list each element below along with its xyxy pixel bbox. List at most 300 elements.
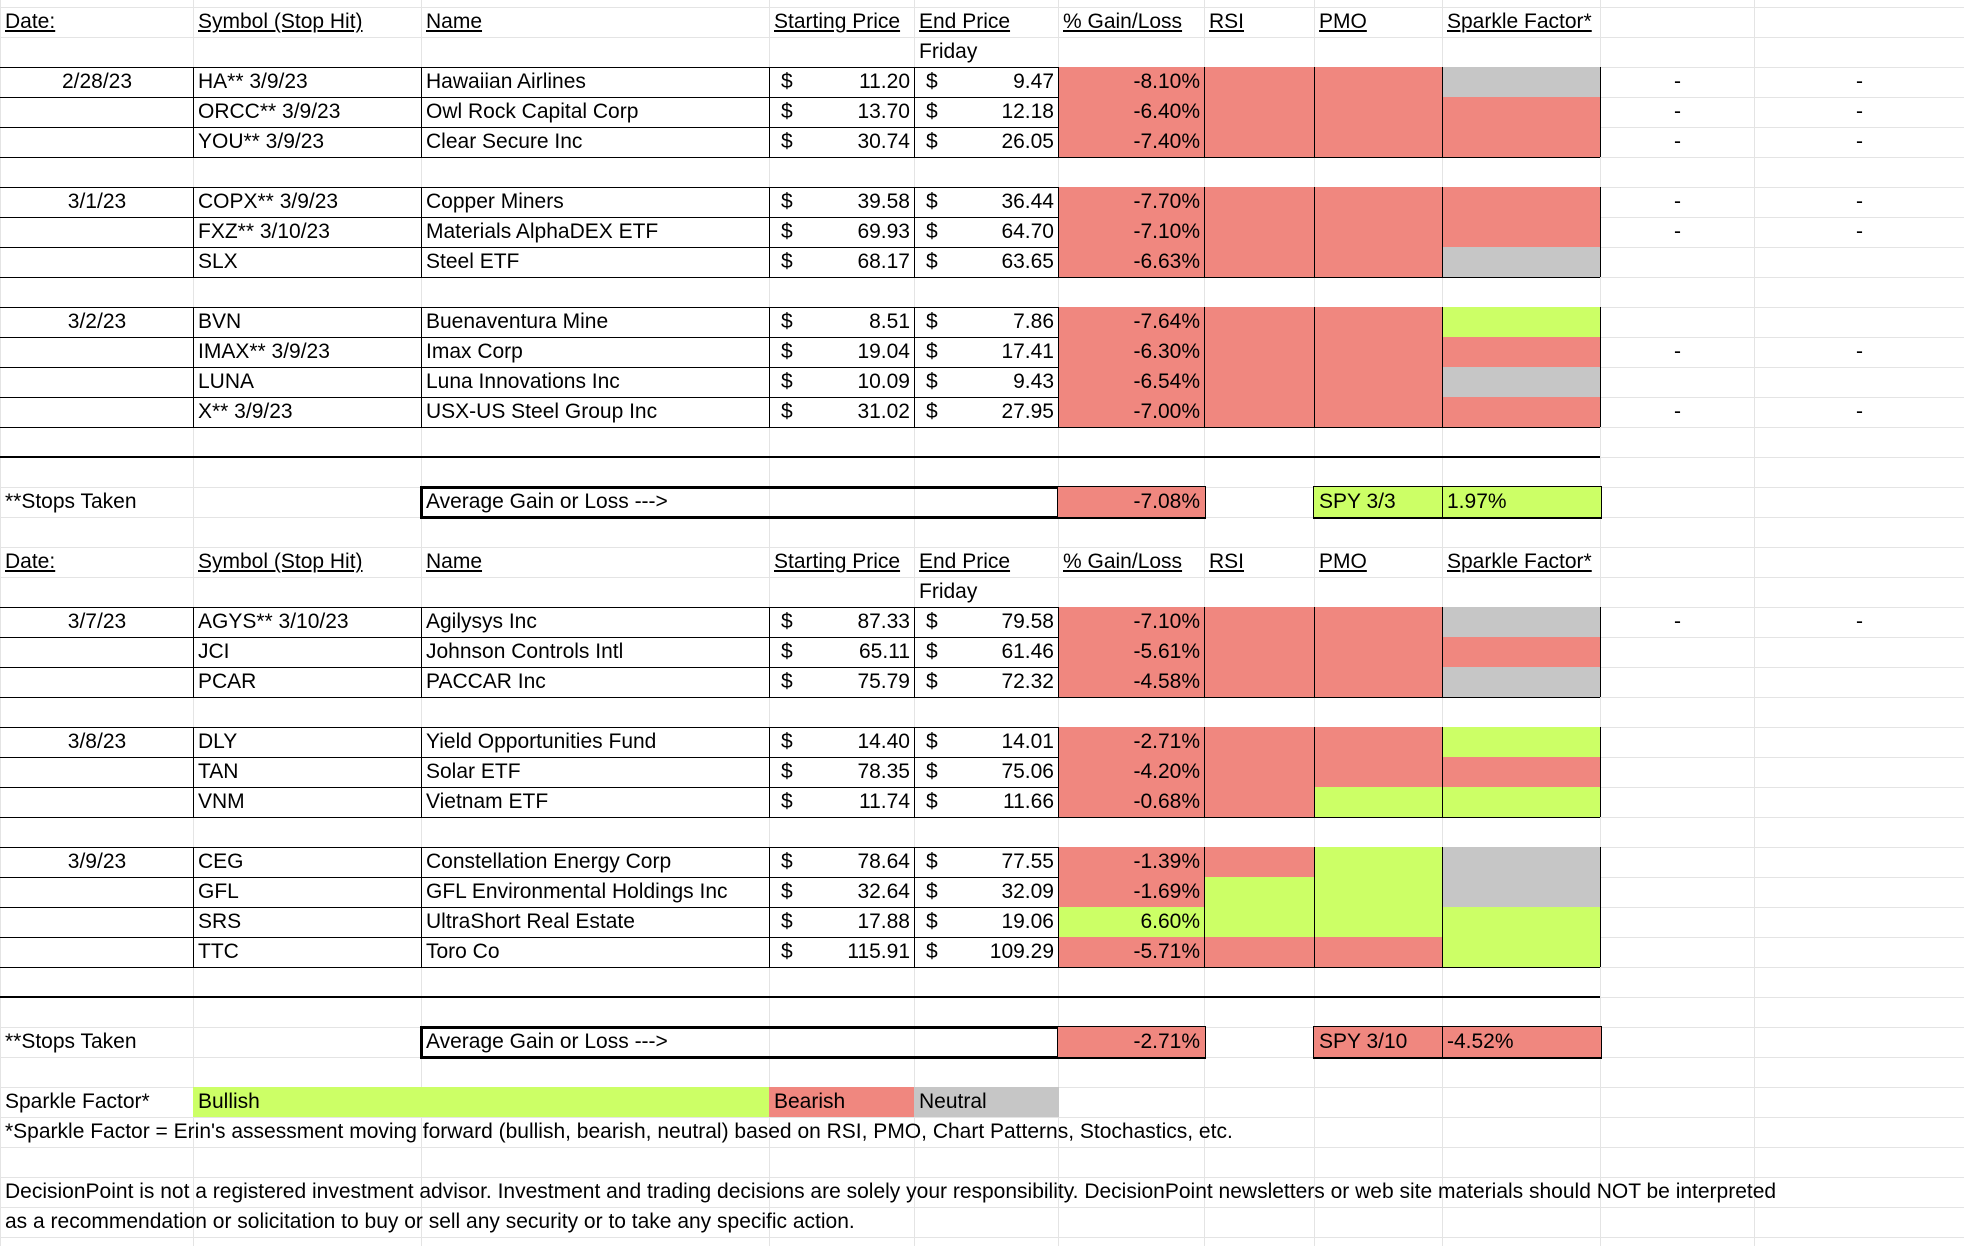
symbol-cell[interactable]: ORCC** 3/9/23: [198, 100, 341, 123]
stop-marker[interactable]: [1754, 907, 1964, 937]
name-cell[interactable]: Copper Miners: [426, 190, 564, 213]
starting-price-cell[interactable]: 68.17: [857, 250, 910, 273]
stop-marker[interactable]: [1600, 907, 1755, 937]
end-price-cell[interactable]: 12.18: [1001, 100, 1054, 123]
currency-symbol[interactable]: $: [781, 100, 793, 123]
pmo-status-cell[interactable]: [1314, 667, 1443, 697]
symbol-cell[interactable]: AGYS** 3/10/23: [198, 610, 349, 633]
end-price-cell[interactable]: 17.41: [1001, 340, 1054, 363]
currency-symbol[interactable]: $: [926, 910, 938, 933]
name-cell[interactable]: Imax Corp: [426, 340, 523, 363]
gain-loss-cell[interactable]: -5.61%: [1058, 637, 1205, 667]
pmo-status-cell[interactable]: [1314, 907, 1443, 937]
name-cell[interactable]: Materials AlphaDEX ETF: [426, 220, 659, 243]
currency-symbol[interactable]: $: [926, 250, 938, 273]
currency-symbol[interactable]: $: [926, 70, 938, 93]
stop-marker[interactable]: [1600, 757, 1755, 787]
currency-symbol[interactable]: $: [781, 910, 793, 933]
starting-price-cell[interactable]: 32.64: [857, 880, 910, 903]
stop-marker[interactable]: -: [1674, 340, 1681, 363]
gain-loss-cell[interactable]: -0.68%: [1058, 787, 1205, 817]
pmo-status-cell[interactable]: [1314, 247, 1443, 277]
pmo-status-cell[interactable]: [1314, 97, 1443, 127]
sparkle-status-cell[interactable]: [1442, 67, 1601, 97]
currency-symbol[interactable]: $: [926, 790, 938, 813]
currency-symbol[interactable]: $: [926, 760, 938, 783]
header-symbol[interactable]: Symbol (Stop Hit): [198, 550, 363, 573]
symbol-cell[interactable]: IMAX** 3/9/23: [198, 340, 330, 363]
disclaimer-line-2[interactable]: as a recommendation or solicitation to buy or sell any security or to take any specific action.: [5, 1210, 855, 1233]
table-border: [769, 727, 770, 817]
stop-marker[interactable]: -: [1674, 400, 1681, 423]
currency-symbol[interactable]: $: [926, 310, 938, 333]
symbol-cell[interactable]: BVN: [198, 310, 242, 333]
table-border: [0, 697, 1600, 698]
group-date[interactable]: 3/1/23: [67, 190, 127, 213]
header-gain-loss[interactable]: % Gain/Loss: [1063, 10, 1183, 33]
end-price-cell[interactable]: 14.01: [1001, 730, 1054, 753]
rsi-status-cell[interactable]: [1204, 907, 1315, 937]
sparkle-status-cell[interactable]: [1442, 607, 1601, 637]
stops-taken-label[interactable]: **Stops Taken: [5, 490, 137, 513]
symbol-cell[interactable]: JCI: [198, 640, 230, 663]
header-date[interactable]: Date:: [5, 10, 56, 33]
gain-loss-cell[interactable]: -4.58%: [1058, 667, 1205, 697]
end-price-cell[interactable]: 64.70: [1001, 220, 1054, 243]
rsi-status-cell[interactable]: [1204, 217, 1315, 247]
currency-symbol[interactable]: $: [781, 850, 793, 873]
stop-marker[interactable]: [1754, 937, 1964, 967]
stop-marker[interactable]: [1600, 847, 1755, 877]
currency-symbol[interactable]: $: [926, 940, 938, 963]
currency-symbol[interactable]: $: [781, 70, 793, 93]
rsi-status-cell[interactable]: [1204, 247, 1315, 277]
currency-symbol[interactable]: $: [781, 130, 793, 153]
header-name[interactable]: Name: [426, 10, 483, 33]
symbol-cell[interactable]: DLY: [198, 730, 238, 753]
currency-symbol[interactable]: $: [781, 760, 793, 783]
stop-marker[interactable]: [1754, 367, 1964, 397]
starting-price-cell[interactable]: 39.58: [857, 190, 910, 213]
stop-marker[interactable]: -: [1856, 340, 1863, 363]
gain-loss-cell[interactable]: -6.63%: [1058, 247, 1205, 277]
table-border: [1600, 67, 1601, 157]
currency-symbol[interactable]: $: [926, 640, 938, 663]
pmo-status-cell[interactable]: [1314, 367, 1443, 397]
table-border: [1204, 187, 1205, 277]
stop-marker[interactable]: [1754, 787, 1964, 817]
legend-title[interactable]: Sparkle Factor*: [5, 1090, 150, 1113]
starting-price-cell[interactable]: 87.33: [857, 610, 910, 633]
rsi-status-cell[interactable]: [1204, 877, 1315, 907]
currency-symbol[interactable]: $: [926, 610, 938, 633]
currency-symbol[interactable]: $: [926, 340, 938, 363]
stop-marker[interactable]: -: [1674, 220, 1681, 243]
spy-label[interactable]: SPY 3/10: [1314, 1027, 1443, 1057]
pmo-status-cell[interactable]: [1314, 637, 1443, 667]
header-starting-price[interactable]: Starting Price: [774, 10, 901, 33]
name-cell[interactable]: Owl Rock Capital Corp: [426, 100, 639, 123]
gain-loss-cell[interactable]: -7.40%: [1058, 127, 1205, 157]
currency-symbol[interactable]: $: [781, 940, 793, 963]
stop-marker[interactable]: -: [1856, 400, 1863, 423]
rsi-status-cell[interactable]: [1204, 667, 1315, 697]
symbol-cell[interactable]: YOU** 3/9/23: [198, 130, 325, 153]
sparkle-status-cell[interactable]: [1442, 667, 1601, 697]
currency-symbol[interactable]: $: [781, 400, 793, 423]
stop-marker[interactable]: [1600, 937, 1755, 967]
sparkle-status-cell[interactable]: [1442, 787, 1601, 817]
gain-loss-cell[interactable]: -7.00%: [1058, 397, 1205, 427]
table-border: [1600, 727, 1601, 817]
end-price-cell[interactable]: 36.44: [1001, 190, 1054, 213]
symbol-cell[interactable]: FXZ** 3/10/23: [198, 220, 330, 243]
end-price-cell[interactable]: 32.09: [1001, 880, 1054, 903]
rsi-status-cell[interactable]: [1204, 787, 1315, 817]
end-price-cell[interactable]: 79.58: [1001, 610, 1054, 633]
end-price-cell[interactable]: 77.55: [1001, 850, 1054, 873]
currency-symbol[interactable]: $: [781, 220, 793, 243]
group-date[interactable]: 3/9/23: [67, 850, 127, 873]
rsi-status-cell[interactable]: [1204, 127, 1315, 157]
starting-price-cell[interactable]: 11.20: [859, 70, 910, 93]
pmo-status-cell[interactable]: [1314, 937, 1443, 967]
header-end-price[interactable]: End Price: [919, 10, 1011, 33]
average-gain-value[interactable]: -7.08%: [1058, 487, 1205, 517]
currency-symbol[interactable]: $: [781, 190, 793, 213]
header-date[interactable]: Date:: [5, 550, 56, 573]
header-friday[interactable]: Friday: [919, 580, 978, 603]
end-price-cell[interactable]: 19.06: [1001, 910, 1054, 933]
pmo-status-cell[interactable]: [1314, 787, 1443, 817]
spy-value[interactable]: -4.52%: [1442, 1027, 1601, 1057]
name-cell[interactable]: Constellation Energy Corp: [426, 850, 672, 873]
name-cell[interactable]: Yield Opportunities Fund: [426, 730, 657, 753]
name-cell[interactable]: Johnson Controls Intl: [426, 640, 624, 663]
name-cell[interactable]: Hawaiian Airlines: [426, 70, 586, 93]
stop-marker[interactable]: [1754, 877, 1964, 907]
name-cell[interactable]: UltraShort Real Estate: [426, 910, 635, 933]
starting-price-cell[interactable]: 19.04: [857, 340, 910, 363]
sparkle-status-cell[interactable]: [1442, 217, 1601, 247]
average-gain-label[interactable]: Average Gain or Loss --->: [426, 1030, 668, 1053]
currency-symbol[interactable]: $: [926, 880, 938, 903]
rsi-status-cell[interactable]: [1204, 337, 1315, 367]
pmo-status-cell[interactable]: [1314, 607, 1443, 637]
currency-symbol[interactable]: $: [781, 730, 793, 753]
header-rsi[interactable]: RSI: [1209, 10, 1245, 33]
end-price-cell[interactable]: 9.47: [1013, 70, 1054, 93]
end-price-cell[interactable]: 26.05: [1001, 130, 1054, 153]
rsi-status-cell[interactable]: [1204, 637, 1315, 667]
table-border: [1442, 487, 1443, 517]
starting-price-cell[interactable]: 69.93: [857, 220, 910, 243]
name-cell[interactable]: PACCAR Inc: [426, 670, 546, 693]
stop-marker[interactable]: -: [1674, 610, 1681, 633]
stop-marker[interactable]: [1754, 247, 1964, 277]
end-price-cell[interactable]: 11.66: [1003, 790, 1054, 813]
average-gain-label[interactable]: Average Gain or Loss --->: [426, 490, 668, 513]
end-price-cell[interactable]: 27.95: [1001, 400, 1054, 423]
average-gain-value[interactable]: -2.71%: [1058, 1027, 1205, 1057]
starting-price-cell[interactable]: 14.40: [857, 730, 910, 753]
gain-loss-cell[interactable]: -6.54%: [1058, 367, 1205, 397]
symbol-cell[interactable]: TTC: [198, 940, 239, 963]
header-rsi[interactable]: RSI: [1209, 550, 1245, 573]
spy-label[interactable]: SPY 3/3: [1314, 487, 1443, 517]
symbol-cell[interactable]: CEG: [198, 850, 244, 873]
currency-symbol[interactable]: $: [926, 850, 938, 873]
symbol-cell[interactable]: COPX** 3/9/23: [198, 190, 339, 213]
currency-symbol[interactable]: $: [781, 880, 793, 903]
stop-marker[interactable]: [1754, 847, 1964, 877]
table-border: [1314, 67, 1315, 157]
table-border: [193, 847, 194, 967]
pmo-status-cell[interactable]: [1314, 187, 1443, 217]
group-date[interactable]: 3/2/23: [67, 310, 127, 333]
gain-loss-cell[interactable]: -1.69%: [1058, 877, 1205, 907]
stop-marker[interactable]: -: [1856, 100, 1863, 123]
sparkle-status-cell[interactable]: [1442, 847, 1601, 877]
table-border: [1600, 307, 1601, 427]
currency-symbol[interactable]: $: [926, 130, 938, 153]
currency-symbol[interactable]: $: [926, 190, 938, 213]
sparkle-status-cell[interactable]: [1442, 937, 1601, 967]
pmo-status-cell[interactable]: [1314, 307, 1443, 337]
group-date[interactable]: 2/28/23: [61, 70, 133, 93]
pmo-status-cell[interactable]: [1314, 337, 1443, 367]
currency-symbol[interactable]: $: [926, 730, 938, 753]
stop-marker[interactable]: -: [1856, 610, 1863, 633]
currency-symbol[interactable]: $: [926, 400, 938, 423]
currency-symbol[interactable]: $: [781, 790, 793, 813]
header-symbol[interactable]: Symbol (Stop Hit): [198, 10, 363, 33]
symbol-cell[interactable]: GFL: [198, 880, 239, 903]
gain-loss-cell[interactable]: -7.10%: [1058, 607, 1205, 637]
stop-marker[interactable]: [1754, 727, 1964, 757]
symbol-cell[interactable]: SRS: [198, 910, 242, 933]
starting-price-cell[interactable]: 11.74: [859, 790, 910, 813]
rsi-status-cell[interactable]: [1204, 367, 1315, 397]
gain-loss-cell[interactable]: -7.64%: [1058, 307, 1205, 337]
end-price-cell[interactable]: 9.43: [1013, 370, 1054, 393]
name-cell[interactable]: USX-US Steel Group Inc: [426, 400, 658, 423]
stop-marker[interactable]: [1600, 637, 1755, 667]
table-border: [1314, 307, 1315, 427]
currency-symbol[interactable]: $: [781, 670, 793, 693]
name-cell[interactable]: Solar ETF: [426, 760, 521, 783]
starting-price-cell[interactable]: 8.51: [869, 310, 910, 333]
starting-price-cell[interactable]: 65.11: [859, 640, 910, 663]
header-sparkle-factor[interactable]: Sparkle Factor*: [1447, 550, 1592, 573]
symbol-cell[interactable]: SLX: [198, 250, 238, 273]
pmo-status-cell[interactable]: [1314, 847, 1443, 877]
symbol-cell[interactable]: VNM: [198, 790, 245, 813]
stop-marker[interactable]: [1600, 787, 1755, 817]
name-cell[interactable]: Vietnam ETF: [426, 790, 549, 813]
gain-loss-cell[interactable]: -7.70%: [1058, 187, 1205, 217]
currency-symbol[interactable]: $: [926, 220, 938, 243]
name-cell[interactable]: Buenaventura Mine: [426, 310, 609, 333]
currency-symbol[interactable]: $: [781, 340, 793, 363]
symbol-cell[interactable]: PCAR: [198, 670, 257, 693]
gain-loss-cell[interactable]: 6.60%: [1058, 907, 1205, 937]
sparkle-status-cell[interactable]: [1442, 187, 1601, 217]
sparkle-status-cell[interactable]: [1442, 127, 1601, 157]
header-friday[interactable]: Friday: [919, 40, 978, 63]
currency-symbol[interactable]: $: [926, 370, 938, 393]
gain-loss-cell[interactable]: -5.71%: [1058, 937, 1205, 967]
sparkle-status-cell[interactable]: [1442, 877, 1601, 907]
rsi-status-cell[interactable]: [1204, 67, 1315, 97]
pmo-status-cell[interactable]: [1314, 217, 1443, 247]
starting-price-cell[interactable]: 78.64: [857, 850, 910, 873]
legend-neutral[interactable]: Neutral: [914, 1087, 1059, 1117]
currency-symbol[interactable]: $: [781, 640, 793, 663]
rsi-status-cell[interactable]: [1204, 97, 1315, 127]
stop-marker[interactable]: [1600, 367, 1755, 397]
stop-marker[interactable]: [1754, 757, 1964, 787]
stop-marker[interactable]: -: [1674, 70, 1681, 93]
stop-marker[interactable]: [1754, 307, 1964, 337]
name-cell[interactable]: Clear Secure Inc: [426, 130, 583, 153]
currency-symbol[interactable]: $: [781, 250, 793, 273]
end-price-cell[interactable]: 7.86: [1013, 310, 1054, 333]
stop-marker[interactable]: -: [1674, 100, 1681, 123]
stop-marker[interactable]: -: [1674, 130, 1681, 153]
rsi-status-cell[interactable]: [1204, 757, 1315, 787]
symbol-cell[interactable]: X** 3/9/23: [198, 400, 293, 423]
sparkle-status-cell[interactable]: [1442, 757, 1601, 787]
currency-symbol[interactable]: $: [926, 670, 938, 693]
stop-marker[interactable]: -: [1856, 220, 1863, 243]
symbol-cell[interactable]: HA** 3/9/23: [198, 70, 308, 93]
end-price-cell[interactable]: 109.29: [989, 940, 1054, 963]
header-end-price[interactable]: End Price: [919, 550, 1011, 573]
gain-loss-cell[interactable]: -6.40%: [1058, 97, 1205, 127]
stop-marker[interactable]: [1600, 667, 1755, 697]
rsi-status-cell[interactable]: [1204, 727, 1315, 757]
stop-marker[interactable]: [1754, 637, 1964, 667]
starting-price-cell[interactable]: 10.09: [857, 370, 910, 393]
gain-loss-cell[interactable]: -2.71%: [1058, 727, 1205, 757]
stop-marker[interactable]: -: [1856, 70, 1863, 93]
table-border: [1314, 727, 1315, 817]
starting-price-cell[interactable]: 75.79: [857, 670, 910, 693]
name-cell[interactable]: Luna Innovations Inc: [426, 370, 620, 393]
group-date[interactable]: 3/7/23: [67, 610, 127, 633]
currency-symbol[interactable]: $: [781, 610, 793, 633]
table-border: [914, 607, 915, 697]
rsi-status-cell[interactable]: [1204, 847, 1315, 877]
rsi-status-cell[interactable]: [1204, 397, 1315, 427]
header-starting-price[interactable]: Starting Price: [774, 550, 901, 573]
starting-price-cell[interactable]: 78.35: [857, 760, 910, 783]
gain-loss-cell[interactable]: -6.30%: [1058, 337, 1205, 367]
stops-taken-label[interactable]: **Stops Taken: [5, 1030, 137, 1053]
header-gain-loss[interactable]: % Gain/Loss: [1063, 550, 1183, 573]
stop-marker[interactable]: [1600, 727, 1755, 757]
sparkle-status-cell[interactable]: [1442, 97, 1601, 127]
symbol-cell[interactable]: TAN: [198, 760, 239, 783]
gain-loss-cell[interactable]: -1.39%: [1058, 847, 1205, 877]
rsi-status-cell[interactable]: [1204, 607, 1315, 637]
gain-loss-cell[interactable]: -4.20%: [1058, 757, 1205, 787]
currency-symbol[interactable]: $: [781, 370, 793, 393]
gain-loss-cell[interactable]: -7.10%: [1058, 217, 1205, 247]
end-price-cell[interactable]: 63.65: [1001, 250, 1054, 273]
symbol-cell[interactable]: LUNA: [198, 370, 255, 393]
table-border: [0, 456, 1600, 458]
end-price-cell[interactable]: 72.32: [1001, 670, 1054, 693]
stop-marker[interactable]: [1600, 247, 1755, 277]
table-border: [193, 607, 194, 697]
end-price-cell[interactable]: 61.46: [1001, 640, 1054, 663]
pmo-status-cell[interactable]: [1314, 67, 1443, 97]
sparkle-status-cell[interactable]: [1442, 337, 1601, 367]
sparkle-status-cell[interactable]: [1442, 367, 1601, 397]
rsi-status-cell[interactable]: [1204, 187, 1315, 217]
currency-symbol[interactable]: $: [926, 100, 938, 123]
disclaimer-line-1[interactable]: DecisionPoint is not a registered investment advisor. Investment and trading decisions are solely your responsibility. DecisionPoint newsletters or web site materials should NOT be interpreted: [5, 1180, 1777, 1203]
stop-marker[interactable]: -: [1674, 190, 1681, 213]
sparkle-status-cell[interactable]: [1442, 307, 1601, 337]
table-border: [1058, 847, 1059, 967]
stop-marker[interactable]: [1600, 307, 1755, 337]
sparkle-status-cell[interactable]: [1442, 637, 1601, 667]
name-cell[interactable]: Agilysys Inc: [426, 610, 537, 633]
rsi-status-cell[interactable]: [1204, 937, 1315, 967]
legend-bearish[interactable]: Bearish: [769, 1087, 915, 1117]
starting-price-cell[interactable]: 30.74: [857, 130, 910, 153]
name-cell[interactable]: Steel ETF: [426, 250, 520, 273]
footnote[interactable]: *Sparkle Factor = Erin's assessment moving forward (bullish, bearish, neutral) based on RSI, PMO, Chart Patterns, Stochastics, etc.: [5, 1120, 1233, 1143]
header-sparkle-factor[interactable]: Sparkle Factor*: [1447, 10, 1592, 33]
sparkle-status-cell[interactable]: [1442, 727, 1601, 757]
header-pmo[interactable]: PMO: [1319, 10, 1367, 33]
starting-price-cell[interactable]: 13.70: [857, 100, 910, 123]
header-pmo[interactable]: PMO: [1319, 550, 1367, 573]
pmo-status-cell[interactable]: [1314, 757, 1443, 787]
table-border: [1442, 847, 1443, 967]
starting-price-cell[interactable]: 17.88: [857, 910, 910, 933]
stop-marker[interactable]: [1754, 667, 1964, 697]
rsi-status-cell[interactable]: [1204, 307, 1315, 337]
pmo-status-cell[interactable]: [1314, 877, 1443, 907]
table-border: [0, 967, 1600, 968]
group-date[interactable]: 3/8/23: [67, 730, 127, 753]
stop-marker[interactable]: [1600, 877, 1755, 907]
header-name[interactable]: Name: [426, 550, 483, 573]
end-price-cell[interactable]: 75.06: [1001, 760, 1054, 783]
pmo-status-cell[interactable]: [1314, 727, 1443, 757]
pmo-status-cell[interactable]: [1314, 127, 1443, 157]
stop-marker[interactable]: -: [1856, 130, 1863, 153]
starting-price-cell[interactable]: 115.91: [847, 940, 910, 963]
legend-bullish[interactable]: Bullish: [193, 1087, 770, 1117]
sparkle-status-cell[interactable]: [1442, 907, 1601, 937]
gain-loss-cell[interactable]: -8.10%: [1058, 67, 1205, 97]
name-cell[interactable]: Toro Co: [426, 940, 500, 963]
currency-symbol[interactable]: $: [781, 310, 793, 333]
sparkle-status-cell[interactable]: [1442, 397, 1601, 427]
starting-price-cell[interactable]: 31.02: [857, 400, 910, 423]
stop-marker[interactable]: -: [1856, 190, 1863, 213]
spy-value[interactable]: 1.97%: [1442, 487, 1601, 517]
name-cell[interactable]: GFL Environmental Holdings Inc: [426, 880, 728, 903]
sparkle-status-cell[interactable]: [1442, 247, 1601, 277]
pmo-status-cell[interactable]: [1314, 397, 1443, 427]
